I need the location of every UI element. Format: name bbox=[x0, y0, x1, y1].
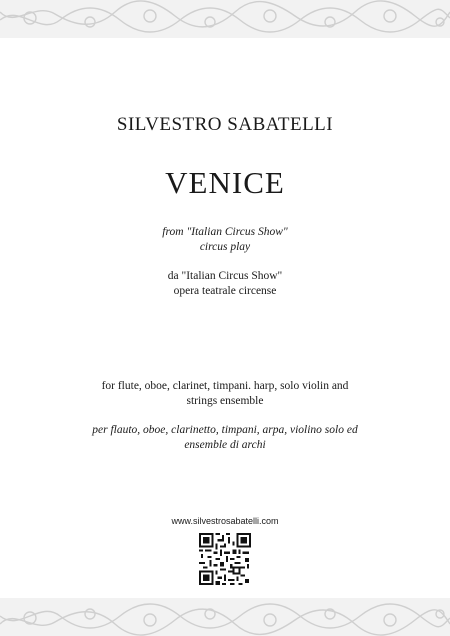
instrumentation-italian bbox=[0, 423, 450, 453]
instrumentation-english bbox=[0, 379, 450, 409]
decorative-border-top bbox=[0, 0, 450, 38]
source-italian bbox=[0, 269, 450, 299]
source-italian-line-2: opera teatrale circense bbox=[173, 285, 277, 297]
website-link[interactable]: www.silvestrosabatelli.com bbox=[171, 516, 279, 526]
source-english-line-1: from "Italian Circus Show" bbox=[162, 226, 288, 238]
instrumentation-italian-line-2: ensemble di archi bbox=[184, 439, 266, 451]
ornament-swirl-icon bbox=[0, 598, 450, 636]
instrumentation-english-line-1: for flute, oboe, clarinet, timpani. harp, solo violin and bbox=[101, 380, 349, 392]
source-english bbox=[0, 225, 450, 255]
ornament-swirl-icon bbox=[0, 0, 450, 38]
source-english-line-2: circus play bbox=[199, 241, 251, 253]
decorative-border-bottom bbox=[0, 598, 450, 636]
composer-name: SILVESTRO SABATELLI bbox=[116, 114, 334, 135]
page-title: VENICE bbox=[165, 165, 285, 200]
instrumentation-english-line-2: strings ensemble bbox=[186, 395, 264, 407]
instrumentation-italian-line-1: per flauto, oboe, clarinetto, timpani, arpa, violino solo ed bbox=[92, 424, 358, 436]
source-italian-line-1: da "Italian Circus Show" bbox=[167, 270, 283, 282]
qr-code-icon[interactable] bbox=[199, 533, 251, 585]
